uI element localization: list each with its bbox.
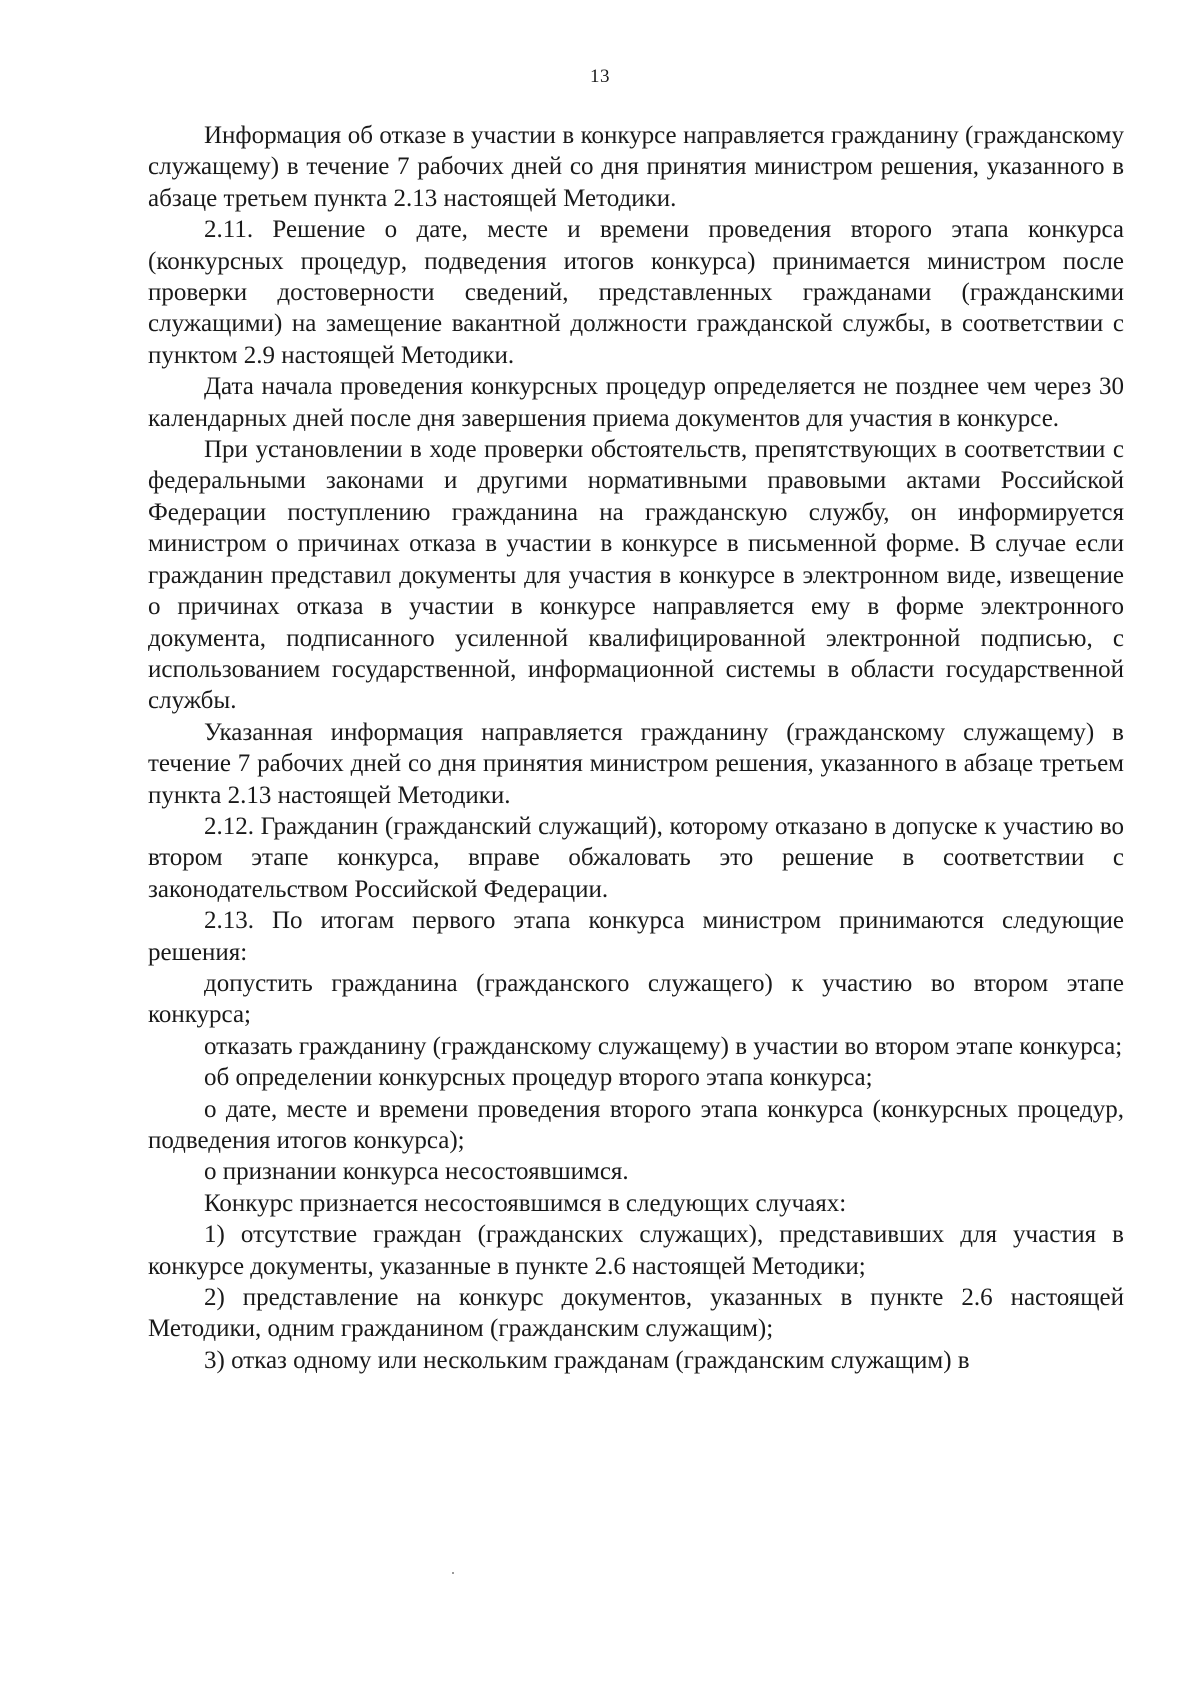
failed-case-3: 3) отказ одному или нескольким гражданам (гражданским служащим) в xyxy=(204,1346,970,1374)
failed-case-1: 1) отсутствие граждан (гражданских служащих), представивших для участия в конкурсе документы, указанные в пункте 2.6 настоящей Методики; xyxy=(148,1221,1124,1280)
paragraph-2-13: 2.13. По итогам первого этапа конкурса министром принимаются следующие решения: xyxy=(148,907,1124,966)
failed-case-2: 2) представление на конкурс документов, указанных в пункте 2.6 настоящей Методики, одним гражданином (гражданским служащим); xyxy=(148,1284,1124,1343)
paragraph-start-date: Дата начала проведения конкурсных процедур определяется не позднее чем через 30 календарных дней после дня завершения приема документов для участия в конкурсе. xyxy=(148,373,1124,432)
decision-item-date-place: о дате, месте и времени проведения второго этапа конкурса (конкурсных процедур, подведения итогов конкурса); xyxy=(148,1095,1124,1154)
paragraph-2-11: 2.11. Решение о дате, месте и времени проведения второго этапа конкурса (конкурсных процедур, подведения итогов конкурса) принимается министром после проверки достоверности сведений, представленных гражданами (гражданскими служащими) на замещение вакантной должности гражданской службы, в соответствии с пунктом 2.9 настоящей Методики. xyxy=(148,216,1124,369)
scan-speck xyxy=(452,1572,454,1574)
decision-item-failed: о признании конкурса несостоявшимся. xyxy=(204,1158,629,1186)
document-body xyxy=(148,120,1124,1376)
paragraph-info-sent: Указанная информация направляется гражданину (гражданскому служащему) в течение 7 рабочих дней со дня принятия министром решения, указанного в абзаце третьем пункта 2.13 настоящей Методики. xyxy=(148,718,1124,809)
decision-item-refuse: отказать гражданину (гражданскому служащему) в участии во втором этапе конкурса; xyxy=(204,1032,1123,1060)
paragraph-obstacles: При установлении в ходе проверки обстоятельств, препятствующих в соответствии с федеральными законами и другими нормативными правовыми актами Российской Федерации поступлению гражданина на гражданскую службу, он информируется министром о причинах отказа в участии в конкурсе в письменной форме. В случае если гражданин представил документы для участия в конкурсе в электронном виде, извещение о причинах отказа в участии в конкурсе направляется ему в форме электронного документа, подписанного усиленной квалифицированной электронной подписью, с использованием государственной, информационной системы в области государственной службы. xyxy=(148,436,1124,715)
paragraph-failed-cases: Конкурс признается несостоявшимся в следующих случаях: xyxy=(204,1189,847,1217)
decision-item-procedures: об определении конкурсных процедур второго этапа конкурса; xyxy=(204,1064,873,1092)
page-number: 13 xyxy=(590,66,610,87)
decision-item-admit: допустить гражданина (гражданского служащего) к участию во втором этапе конкурса; xyxy=(148,969,1124,1029)
paragraph-refusal-notice: Информация об отказе в участии в конкурсе направляется гражданину (гражданскому служащему) в течение 7 рабочих дней со дня принятия министром решения, указанного в абзаце третьем пункта 2.13 настоящей Методики. xyxy=(148,122,1124,212)
paragraph-2-12: 2.12. Гражданин (гражданский служащий), которому отказано в допуске к участию во втором этапе конкурса, вправе обжаловать это решение в соответствии с законодательством Российской Федерации. xyxy=(148,812,1124,903)
